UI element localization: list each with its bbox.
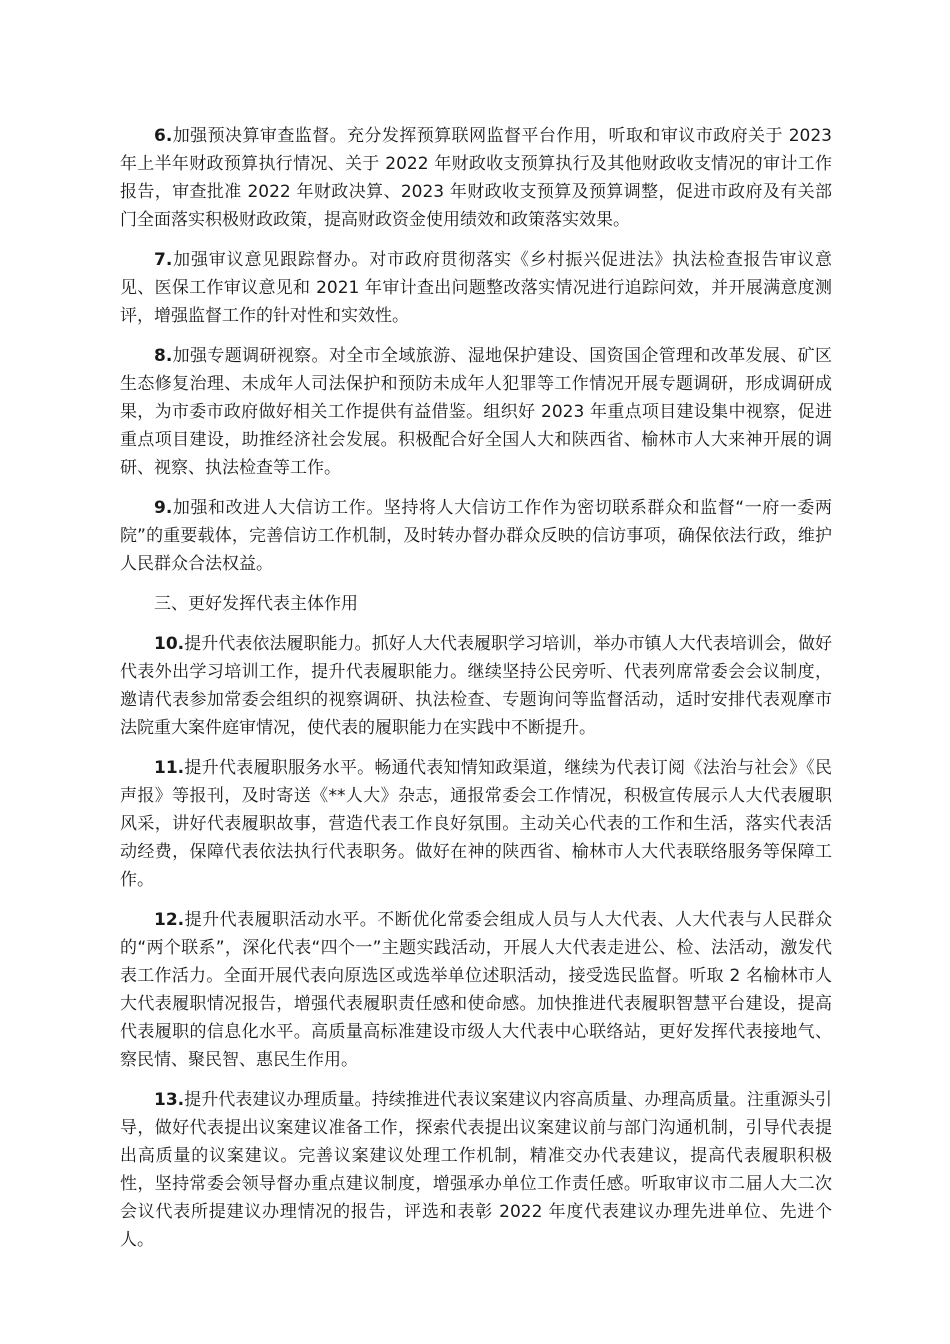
- item-number: 12.: [154, 910, 185, 930]
- item-text: 加强和改进人大信访工作。坚持将人大信访工作作为密切联系群众和监督“一府一委两院”的重要载体，完善信访工作机制，及时转办督办群众反映的信访事项，确保依法行政，维护人民群众合法权益。: [120, 498, 832, 574]
- paragraph-item-8: [120, 342, 832, 482]
- item-number: 9.: [154, 498, 173, 518]
- paragraph-item-11: [120, 754, 832, 894]
- item-text: 加强预决算审查监督。充分发挥预算联网监督平台作用，听取和审议市政府关于 2023 年上半年财政预算执行情况、关于 2022 年财政收支预算执行及其他财政收支情况的审计工作报告，审查批准 2022 年财政决算、2023 年财政收支预算及预算调整，促进市政府及有关部门全面落实积极财政政策，提高财政资金使用绩效和政策落实效果。: [120, 126, 832, 230]
- item-number: 10.: [154, 634, 185, 654]
- paragraph-item-6: [120, 122, 832, 234]
- item-text: 提升代表履职活动水平。不断优化常委会组成人员与人大代表、人大代表与人民群众的“两个联系”，深化代表“四个一”主题实践活动，开展人大代表走进公、检、法活动，激发代表工作活力。全面开展代表向原选区或选举单位述职活动，接受选民监督。听取 2 名榆林市人大代表履职情况报告，增强代表履职责任感和使命感。加快推进代表履职智慧平台建设，提高代表履职的信息化水平。高质量高标准建设市级人大代表中心联络站，更好发挥代表接地气、察民情、聚民智、惠民生作用。: [120, 910, 832, 1070]
- item-number: 7.: [154, 250, 173, 270]
- document-body: [120, 122, 832, 1266]
- item-text: 提升代表建议办理质量。持续推进代表议案建议内容高质量、办理高质量。注重源头引导，做好代表提出议案建议准备工作，探索代表提出议案建议前与部门沟通机制，引导代表提出高质量的议案建议。完善议案建议处理工作机制，精准交办代表建议，提高代表履职积极性，坚持常委会领导督办重点建议制度，增强承办单位工作责任感。听取审议市二届人大二次会议代表所提建议办理情况的报告，评选和表彰 2022 年度代表建议办理先进单位、先进个人。: [120, 1090, 832, 1250]
- item-number: 11.: [154, 758, 185, 778]
- paragraph-item-9: [120, 494, 832, 578]
- item-number: 8.: [154, 346, 173, 366]
- paragraph-item-7: [120, 246, 832, 330]
- item-text: 加强专题调研视察。对全市全域旅游、湿地保护建设、国资国企管理和改革发展、矿区生态修复治理、未成年人司法保护和预防未成年人犯罪等工作情况开展专题调研，形成调研成果，为市委市政府做好相关工作提供有益借鉴。组织好 2023 年重点项目建设集中视察，促进重点项目建设，助推经济社会发展。积极配合好全国人大和陕西省、榆林市人大来神开展的调研、视察、执法检查等工作。: [120, 346, 832, 478]
- item-text: 加强审议意见跟踪督办。对市政府贯彻落实《乡村振兴促进法》执法检查报告审议意见、医保工作审议意见和 2021 年审计查出问题整改落实情况进行追踪问效，并开展满意度测评，增强监督工作的针对性和实效性。: [120, 250, 832, 326]
- paragraph-item-13: [120, 1086, 832, 1254]
- paragraph-item-12: [120, 906, 832, 1074]
- item-text: 提升代表履职服务水平。畅通代表知情知政渠道，继续为代表订阅《法治与社会》《民声报》等报刊，及时寄送《**人大》杂志，通报常委会工作情况，积极宣传展示人大代表履职风采，讲好代表履职故事，营造代表工作良好氛围。主动关心代表的工作和生活，落实代表活动经费，保障代表依法执行代表职务。做好在神的陕西省、榆林市人大代表联络服务等保障工作。: [120, 758, 832, 890]
- item-number: 13.: [154, 1090, 185, 1110]
- item-number: 6.: [154, 126, 173, 146]
- section-heading: 三、更好发挥代表主体作用: [154, 594, 358, 614]
- item-text: 提升代表依法履职能力。抓好人大代表履职学习培训，举办市镇人大代表培训会，做好代表外出学习培训工作，提升代表履职能力。继续坚持公民旁听、代表列席常委会会议制度，邀请代表参加常委会组织的视察调研、执法检查、专题询问等监督活动，适时安排代表观摩市法院重大案件庭审情况，使代表的履职能力在实践中不断提升。: [120, 634, 832, 738]
- paragraph-item-10: [120, 630, 832, 742]
